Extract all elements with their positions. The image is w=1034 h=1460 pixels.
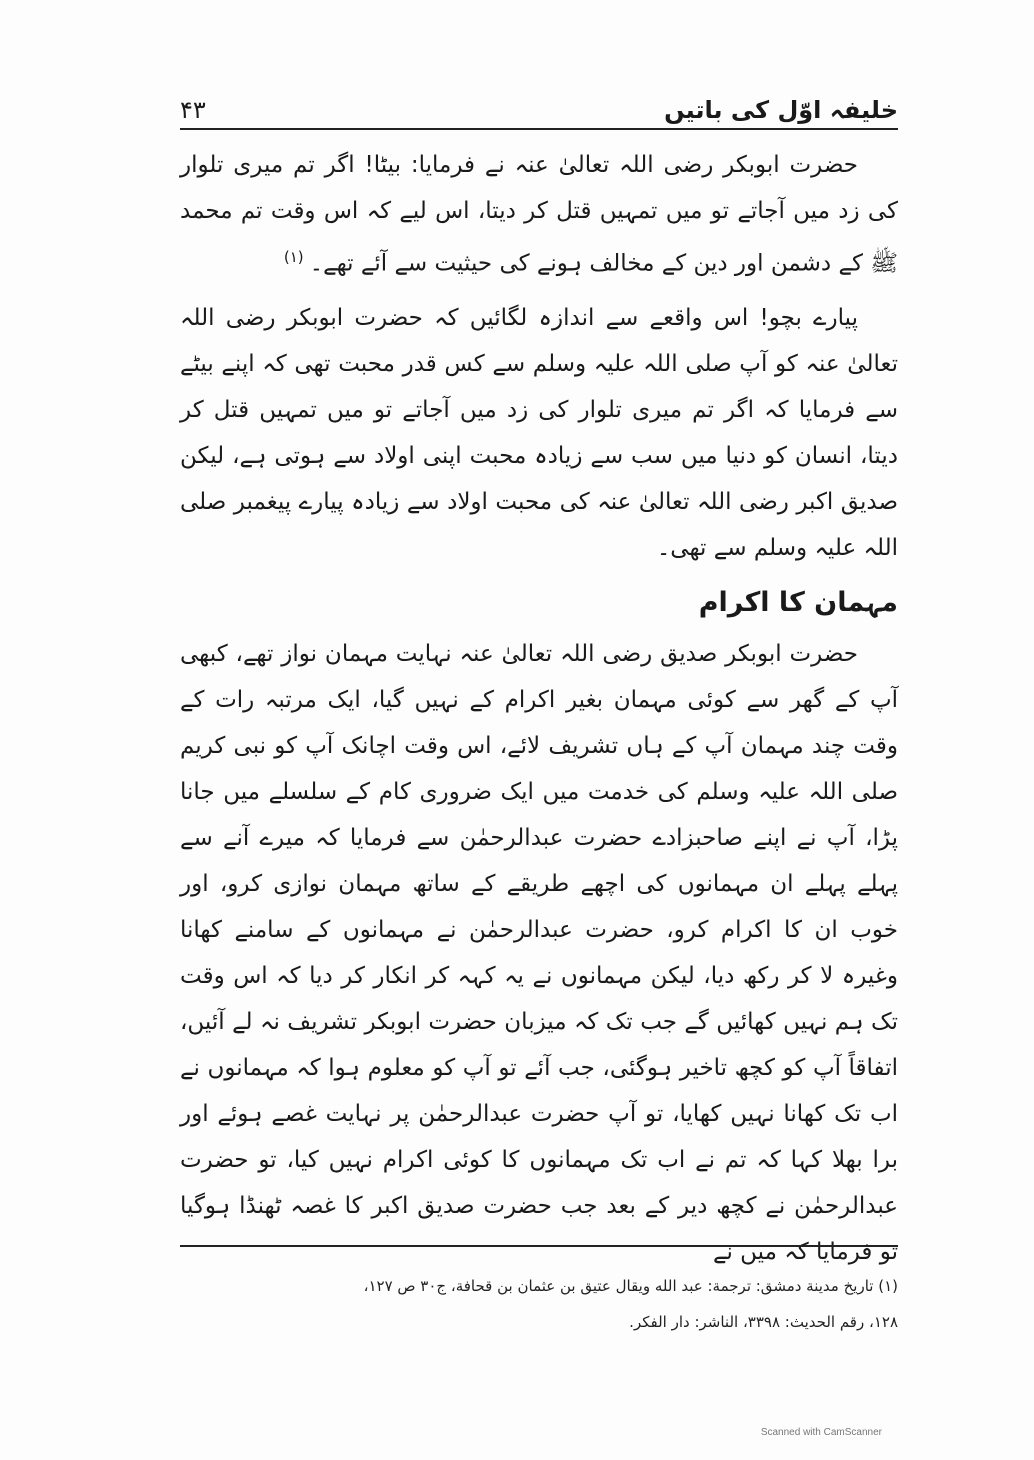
- paragraph-1: [180, 142, 898, 287]
- scanner-watermark: Scanned with CamScanner: [760, 1427, 882, 1438]
- body-content: [180, 142, 898, 1283]
- footnote-line-1: (۱) تاريخ مدينة دمشق: ترجمة: عبد الله ويقال عتيق بن عثمان بن قحافة، ج۳۰ ص ۱۲۷،: [363, 1277, 898, 1295]
- section-heading: مہمان کا اکرام: [698, 586, 898, 618]
- footnote-line-2: ۱۲۸، رقم الحديث: ۳۳۹۸، الناشر: دار الفكر.: [629, 1313, 898, 1331]
- paragraph-1-text: حضرت ابوبکر رضی اللہ تعالیٰ عنہ نے فرمایا: بیٹا! اگر تم میری تلوار کی زد میں آجاتے تو میں تمہیں قتل کر دیتا، اس لیے کہ اس وقت تم محمد ﷺ کے دشمن اور دین کے مخالف ہونے کی حیثیت سے آئے تھے۔: [180, 152, 898, 277]
- paragraph-3: حضرت ابوبکر صدیق رضی اللہ تعالیٰ عنہ نہایت مہمان نواز تھے، کبھی آپ کے گھر سے کوئی مہمان بغیر اکرام کے نہیں گیا، ایک مرتبہ رات کے وقت چند مہمان آپ کے ہاں تشریف لائے، اس وقت اچانک آپ کو نبی کریم صلی اللہ علیہ وسلم کی خدمت میں ایک ضروری کام کے سلسلے میں جانا پڑا، آپ نے اپنے صاحبزادے حضرت عبدالرحمٰن سے فرمایا کہ میرے آنے سے پہلے پہلے ان مہمانوں کی اچھے طریقے کے ساتھ مہمان نوازی کرو، اور خوب ان کا اکرام کرو، حضرت عبدالرحمٰن نے مہمانوں کے سامنے کھانا وغیرہ لا کر رکھ دیا، لیکن مہمانوں نے یہ کہہ کر انکار کر دیا کہ اس وقت تک ہم نہیں کھائیں گے جب تک کہ میزبان حضرت ابوبکر تشریف نہ لے آئیں، اتفاقاً آپ کو کچھ تاخیر ہوگئی، جب آئے تو آپ کو معلوم ہوا کہ مہمانوں نے اب تک کھانا نہیں کھایا، تو آپ حضرت عبدالرحمٰن پر نہایت غصے ہوئے اور برا بھلا کہا کہ تم نے اب تک مہمانوں کا کوئی اکرام نہیں کیا، تو حضرت عبدالرحمٰن نے کچھ دیر کے بعد جب حضرت صدیق اکبر کا غصہ ٹھنڈا ہوگیا تو فرمایا کہ میں نے: [180, 640, 898, 1265]
- page-number: ۴۳: [180, 96, 206, 124]
- footnotes: [180, 1268, 898, 1340]
- running-header-title: خلیفہ اوّل کی باتیں: [664, 96, 898, 124]
- footnote-divider: [180, 1245, 898, 1247]
- paragraph-2: پیارے بچو! اس واقعے سے اندازہ لگائیں کہ حضرت ابوبکر رضی اللہ تعالیٰ عنہ کو آپ صلی اللہ علیہ وسلم سے کس قدر محبت تھی کہ اپنے بیٹے سے فرمایا کہ اگر تم میری تلوار کی زد میں آجاتے تو میں تمہیں قتل کر دیتا، انسان کو دنیا میں سب سے زیادہ محبت اپنی اولاد سے ہوتی ہے، لیکن صدیق اکبر رضی اللہ تعالیٰ عنہ کی محبت اولاد سے زیادہ پیارے پیغمبر صلی اللہ علیہ وسلم سے تھی۔: [180, 304, 898, 561]
- running-header: [180, 80, 898, 130]
- footnote-reference: (۱): [283, 248, 304, 266]
